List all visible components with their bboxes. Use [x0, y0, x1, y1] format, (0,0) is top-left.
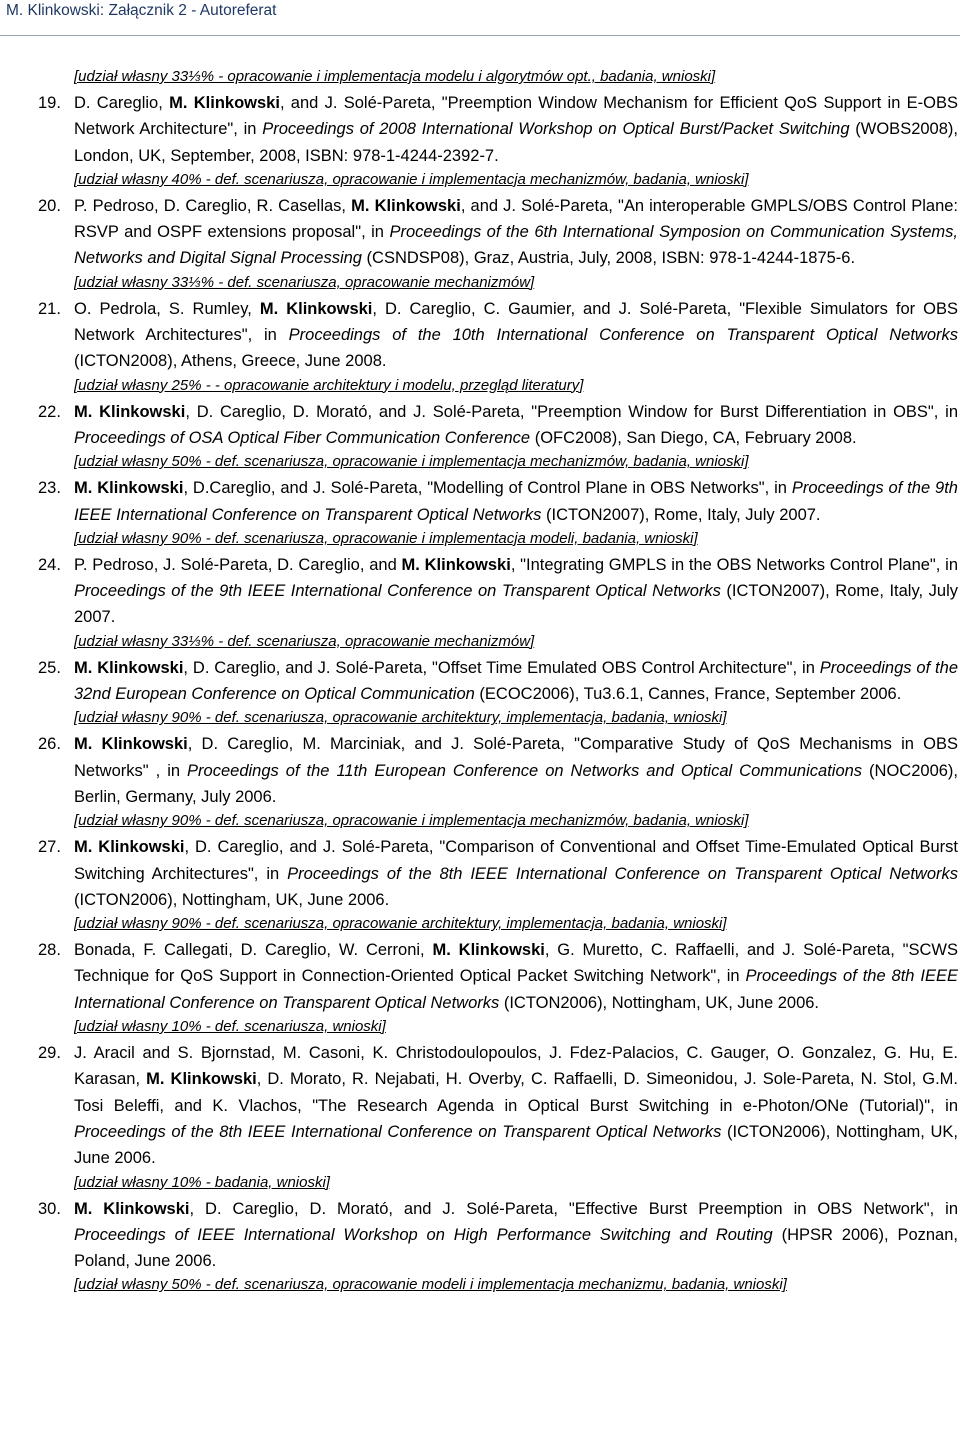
citation-authors-before: D. Careglio,	[74, 94, 170, 112]
citation-details: (HPSR 2006), Poznan, Poland, June 2006.	[74, 1225, 958, 1271]
citation-venue: Proceedings of the 32nd European Conference on Optical Communication	[74, 658, 958, 704]
citation-title: , D. Careglio, D. Morató, and J. Solé-Pareta, "Preemption Window for Burst Differentiation in OBS", in	[185, 402, 958, 421]
citation-title: , G. Muretto, C. Raffaelli, and J. Solé-Pareta, "SCWS Technique for QoS Support in Connection-Oriented Optical Packet Switching Network", in	[74, 941, 958, 986]
publication-entry	[0, 399, 958, 474]
entry-citation	[74, 90, 958, 169]
publication-entry	[0, 834, 958, 935]
citation-details: (ICTON2006), Nottingham, UK, June 2006.	[74, 1122, 958, 1168]
citation-author-highlight: M. Klinkowski	[74, 838, 185, 857]
publication-entry	[0, 552, 958, 653]
entry-citation	[74, 937, 958, 1016]
entry-citation	[74, 552, 958, 631]
publication-entry	[0, 655, 958, 730]
contribution-note: [udział własny 90% - def. scenariusza, opracowanie architektury, implementacja, badania, wnioski]	[74, 915, 727, 933]
entry-citation	[74, 731, 958, 810]
citation-author-highlight: M. Klinkowski	[74, 402, 186, 421]
citation-title: , D. Morato, R. Nejabati, H. Overby, C. Raffaelli, D. Simeonidou, J. Sole-Pareta, N. Stol, G.M. Tosi Beleffi, and K. Vlachos, "The Research Agenda in Optical Burst Switching in e-Photon/ONe (Tutorial)", in	[74, 1070, 959, 1115]
citation-authors-before: P. Pedroso, J. Solé-Pareta, D. Careglio, and	[74, 555, 402, 574]
citation-title: , D.Careglio, and J. Solé-Pareta, "Modelling of Control Plane in OBS Networks", in	[183, 479, 792, 498]
entry-citation	[74, 399, 958, 452]
citation-title: , D. Careglio, and J. Solé-Pareta, "Comparison of Conventional and Offset Time-Emulated Optical Burst Switching Architectures", in	[74, 838, 959, 883]
citation-authors-before: P. Pedroso, D. Careglio, R. Casellas,	[74, 196, 352, 215]
citation-author-highlight: M. Klinkowski	[146, 1070, 257, 1089]
citation-details: (ICTON2006), Nottingham, UK, June 2006.	[499, 993, 820, 1012]
contribution-note: [udział własny 10% - badania, wnioski]	[74, 1173, 330, 1191]
citation-details: (WOBS2008), London, UK, September, 2008, ISBN: 978-1-4244-2392-7.	[74, 120, 958, 165]
entry-number: 28.	[38, 941, 61, 960]
entry-citation	[74, 193, 958, 272]
contribution-note: [udział własny 25% - - opracowanie architektury i modelu, przegląd literatury]	[74, 376, 584, 394]
citation-author-highlight: M. Klinkowski	[259, 299, 373, 318]
citation-title: , and J. Solé-Pareta, "An interoperable GMPLS/OBS Control Plane: RSVP and OSPF extensions proposal", in	[74, 196, 959, 242]
citation-author-highlight: M. Klinkowski	[401, 555, 511, 574]
citation-details: (OFC2008), San Diego, CA, February 2008.	[530, 428, 857, 447]
entry-citation	[74, 1040, 958, 1171]
contribution-note: [udział własny 50% - def. scenariusza, opracowanie i implementacja mechanizmów, badania, wnioski]	[74, 453, 749, 471]
citation-details: (CSNDSP08), Graz, Austria, July, 2008, ISBN: 978-1-4244-1875-6.	[361, 249, 856, 268]
citation-details: (ICTON2007), Rome, Italy, July 2007.	[541, 505, 821, 524]
citation-venue: Proceedings of the 11th European Conference on Networks and Optical Communications	[187, 761, 863, 780]
citation-title: , D. Careglio, M. Marciniak, and J. Solé-Pareta, "Comparative Study of QoS Mechanisms in OBS Networks" , in	[74, 735, 958, 780]
publication-entry	[0, 90, 958, 191]
publication-entry	[0, 1040, 958, 1193]
citation-author-highlight: M. Klinkowski	[74, 1199, 190, 1218]
citation-authors-before: Bonada, F. Callegati, D. Careglio, W. Cerroni,	[74, 941, 433, 960]
citation-details: (ECOC2006), Tu3.6.1, Cannes, France, September 2006.	[474, 685, 902, 704]
citation-venue: Proceedings of the 8th IEEE International Conference on Transparent Optical Networks	[287, 864, 958, 883]
publication-entry	[0, 475, 958, 550]
entry-citation	[74, 834, 958, 913]
citation-venue: Proceedings of IEEE International Workshop on High Performance Switching and Routing	[74, 1225, 773, 1244]
contribution-note: [udział własny 90% - def. scenariusza, opracowanie i implementacja mechanizmów, badania, wnioski]	[74, 812, 749, 830]
entry-number: 29.	[38, 1044, 61, 1063]
contribution-note: [udział własny 50% - def. scenariusza, opracowanie modeli i implementacja mechanizmu, badania, wnioski]	[74, 1276, 787, 1294]
publication-entry	[0, 1196, 958, 1297]
publication-list	[0, 66, 960, 1296]
entry-number: 24.	[38, 555, 61, 574]
citation-title: , D. Careglio, D. Morató, and J. Solé-Pareta, "Effective Burst Preemption in OBS Network", in	[189, 1199, 958, 1218]
contribution-note: [udział własny 10% - def. scenariusza, wnioski]	[74, 1018, 386, 1036]
citation-title: , and J. Solé-Pareta, "Preemption Window Mechanism for Efficient QoS Support in E-OBS Network Architecture", in	[74, 94, 958, 139]
citation-author-highlight: M. Klinkowski	[351, 196, 461, 215]
entry-citation	[74, 655, 958, 708]
citation-venue: Proceedings of the 9th IEEE International Conference on Transparent Optical Networks	[74, 479, 958, 524]
publication-entry	[0, 731, 958, 832]
citation-title: , "Integrating GMPLS in the OBS Networks Control Plane", in	[510, 555, 958, 574]
citation-venue: Proceedings of the 8th IEEE International Conference on Transparent Optical Networks	[74, 1122, 722, 1141]
entry-citation	[74, 296, 958, 375]
citation-venue: Proceedings of OSA Optical Fiber Communication Conference	[74, 428, 531, 447]
entry-number: 30.	[38, 1199, 61, 1218]
entry-number: 22.	[38, 402, 61, 421]
citation-venue: Proceedings of 2008 International Workshop on Optical Burst/Packet Switching	[262, 120, 850, 139]
citation-details: (ICTON2007), Rome, Italy, July 2007.	[74, 582, 958, 627]
contribution-note: [udział własny 90% - def. scenariusza, opracowanie architektury, implementacja, badania, wnioski]	[74, 709, 727, 727]
publication-entry	[0, 296, 958, 397]
citation-title: , D. Careglio, and J. Solé-Pareta, "Offset Time Emulated OBS Control Architecture", in	[183, 658, 820, 677]
entry-number: 23.	[38, 479, 61, 498]
contribution-note: [udział własny 90% - def. scenariusza, opracowanie i implementacja modeli, badania, wnioski]	[74, 529, 698, 547]
citation-author-highlight: M. Klinkowski	[432, 941, 545, 960]
contribution-note: [udział własny 40% - def. scenariusza, opracowanie i implementacja mechanizmów, badania, wnioski]	[74, 170, 749, 188]
citation-venue: Proceedings of the 8th IEEE International Conference on Transparent Optical Networks	[74, 967, 958, 1012]
citation-details: (NOC2006), Berlin, Germany, July 2006.	[74, 761, 959, 806]
entry-number: 19.	[38, 94, 61, 112]
entry-number: 21.	[38, 299, 61, 318]
contribution-note: [udział własny 33⅓% - def. scenariusza, opracowanie mechanizmów]	[74, 632, 535, 650]
entry-number: 26.	[38, 735, 61, 754]
citation-author-highlight: M. Klinkowski	[169, 94, 280, 112]
entries-container	[0, 90, 960, 1296]
citation-venue: Proceedings of the 6th International Symposion on Communication Systems, Networks and Digital Signal Processing	[74, 223, 958, 268]
publication-entry	[0, 193, 958, 294]
publication-entry	[0, 937, 958, 1038]
citation-venue: Proceedings of the 10th International Conference on Transparent Optical Networks	[288, 326, 958, 345]
citation-authors-before: J. Aracil and S. Bjornstad, M. Casoni, K. Christodoulopoulos, J. Fdez-Palacios, C. Gauger, O. Gonzalez, G. Hu, E. Karasan,	[74, 1044, 958, 1089]
entry-number: 27.	[38, 838, 61, 857]
citation-authors-before: O. Pedrola, S. Rumley,	[74, 299, 260, 318]
contribution-note: [udział własny 33⅓% - def. scenariusza, opracowanie mechanizmów]	[74, 273, 535, 291]
citation-title: , D. Careglio, C. Gaumier, and J. Solé-Pareta, "Flexible Simulators for OBS Network Architectures", in	[74, 299, 959, 345]
page-header-title: M. Klinkowski: Załącznik 2 - Autoreferat	[6, 2, 277, 19]
entry-citation	[74, 475, 958, 528]
citation-author-highlight: M. Klinkowski	[74, 735, 188, 754]
citation-venue: Proceedings of the 9th IEEE International Conference on Transparent Optical Networks	[74, 582, 721, 601]
citation-author-highlight: M. Klinkowski	[74, 658, 184, 677]
entry-citation	[74, 1196, 958, 1275]
citation-author-highlight: M. Klinkowski	[74, 479, 184, 498]
citation-details: (ICTON2006), Nottingham, UK, June 2006.	[74, 890, 390, 909]
page-header	[0, 0, 960, 36]
contribution-note: [udział własny 33⅓% - opracowanie i implementacja modelu i algorytmów opt., badania, wnioski]	[74, 68, 716, 85]
citation-details: (ICTON2008), Athens, Greece, June 2008.	[74, 352, 387, 371]
entry-number: 20.	[38, 196, 61, 215]
entry-number: 25.	[38, 658, 61, 677]
